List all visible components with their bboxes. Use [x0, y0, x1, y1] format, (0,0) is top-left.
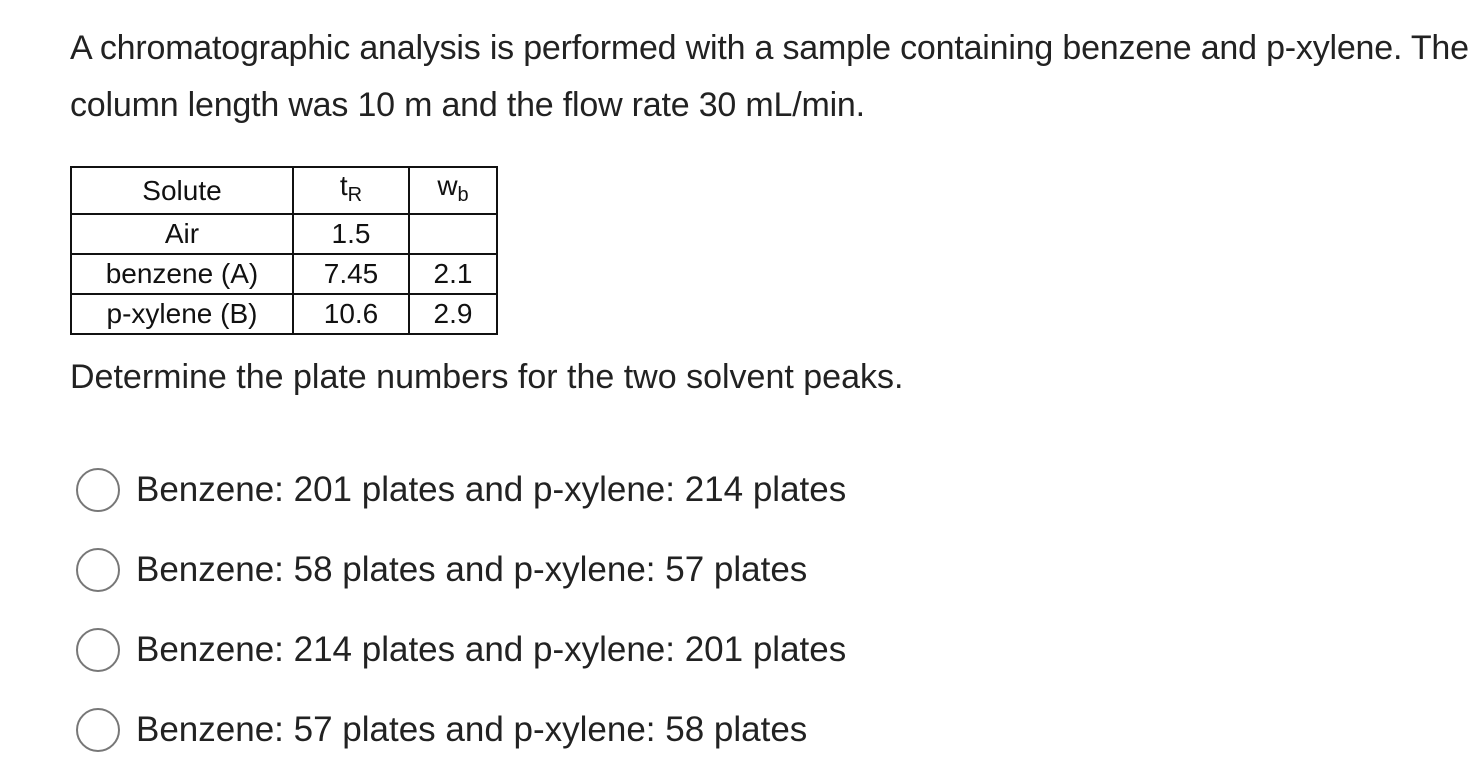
- option-label[interactable]: Benzene: 214 plates and p-xylene: 201 plates: [136, 630, 847, 669]
- question-text: A chromatographic analysis is performed with a sample containing benzene and p-xylene. The column length was 10 m and the flow rate 30 mL/min.: [70, 29, 1469, 124]
- table-header-row: [71, 167, 497, 214]
- option-label[interactable]: Benzene: 58 plates and p-xylene: 57 plates: [136, 550, 808, 589]
- cell-tr: 10.6: [293, 294, 409, 334]
- header-solute: Solute: [71, 167, 293, 214]
- radio-button[interactable]: [76, 548, 120, 592]
- answer-option-2[interactable]: [76, 530, 846, 610]
- option-label[interactable]: Benzene: 201 plates and p-xylene: 214 plates: [136, 470, 847, 509]
- cell-wb: 2.1: [409, 254, 497, 294]
- cell-wb: [409, 214, 497, 254]
- cell-solute: Air: [71, 214, 293, 254]
- data-table: [70, 166, 498, 335]
- cell-wb: 2.9: [409, 294, 497, 334]
- radio-button[interactable]: [76, 468, 120, 512]
- answer-option-1[interactable]: [76, 450, 846, 530]
- answer-options: [76, 450, 846, 770]
- table-row: [71, 214, 497, 254]
- header-retention-time: [293, 167, 409, 214]
- table-row: [71, 254, 497, 294]
- cell-solute: benzene (A): [71, 254, 293, 294]
- cell-tr: 1.5: [293, 214, 409, 254]
- option-label[interactable]: Benzene: 57 plates and p-xylene: 58 plates: [136, 710, 808, 749]
- radio-button[interactable]: [76, 708, 120, 752]
- header-wb-main: w: [437, 170, 458, 201]
- cell-solute: p-xylene (B): [71, 294, 293, 334]
- header-wb-sub: b: [457, 184, 469, 206]
- answer-option-4[interactable]: [76, 690, 846, 770]
- cell-tr: 7.45: [293, 254, 409, 294]
- table-row: [71, 294, 497, 334]
- header-tr-sub: R: [347, 184, 363, 206]
- radio-button[interactable]: [76, 628, 120, 672]
- header-peak-width: [409, 167, 497, 214]
- header-tr-main: t: [339, 170, 348, 201]
- prompt-text: Determine the plate numbers for the two solvent peaks.: [70, 358, 904, 396]
- answer-option-3[interactable]: [76, 610, 846, 690]
